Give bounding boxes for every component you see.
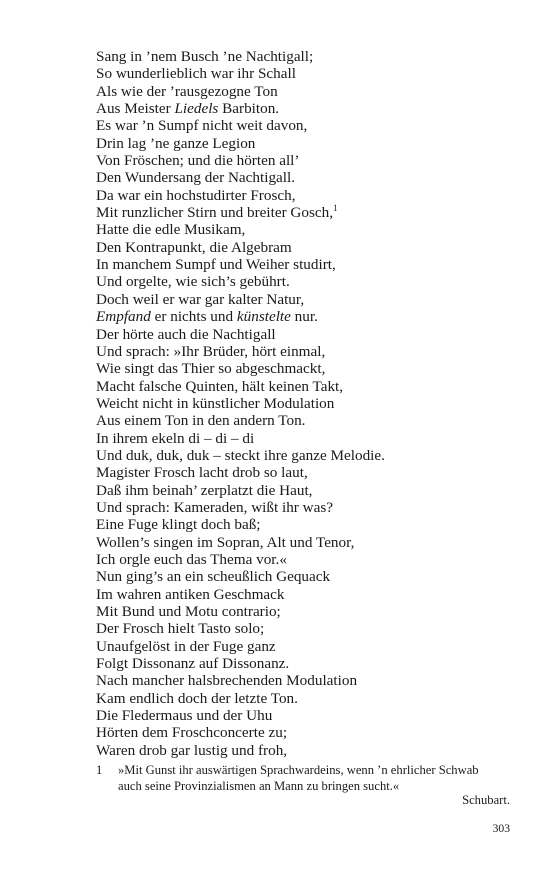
- poem-line: Unaufgelöst in der Fuge ganz: [96, 637, 276, 655]
- emphasis-text: künstelte: [236, 308, 291, 326]
- poem-line: Nun ging’s an ein scheußlich Gequack: [96, 568, 331, 586]
- emphasis-text: Liedels: [174, 100, 219, 118]
- poem-line: Hatte die edle Musikam,: [96, 221, 246, 239]
- poem-line: Doch weil er war gar kalter Natur,: [96, 290, 305, 308]
- poem-line: Hörten dem Froschconcerte zu;: [96, 724, 288, 742]
- poem-line: In ihrem ekeln di – di – di: [96, 429, 255, 447]
- poem-line: Es war ’n Sumpf nicht weit davon,: [96, 117, 308, 135]
- poem-line: Wollen’s singen im Sopran, Alt und Tenor,: [96, 533, 355, 551]
- poem-line: In manchem Sumpf und Weiher studirt,: [96, 256, 336, 274]
- footnote-number: 1: [96, 763, 103, 777]
- poem-line: Ich orgle euch das Thema vor.«: [96, 550, 287, 568]
- poem-line: [96, 100, 526, 117]
- emphasis-text: Empfand: [96, 308, 151, 326]
- poem-line: Wie singt das Thier so abgeschmackt,: [96, 360, 326, 378]
- poem-line: Als wie der ’rausgezogne Ton: [96, 82, 278, 100]
- footnote-author: Schubart.: [462, 793, 510, 807]
- poem-line: Waren drob gar lustig und froh,: [96, 741, 288, 759]
- poem-line: So wunderlieblich war ihr Schall: [96, 65, 296, 83]
- footnote-text: [118, 762, 510, 794]
- poem-line: Der Frosch hielt Tasto solo;: [96, 620, 265, 638]
- poem-line: Und orgelte, wie sich’s gebührt.: [96, 273, 290, 291]
- poem-line: [96, 308, 526, 325]
- poem-line: Den Wundersang der Nachtigall.: [96, 169, 296, 187]
- page-number: 303: [492, 822, 510, 835]
- poem-line: Nach mancher halsbrechenden Modulation: [96, 672, 358, 690]
- line-segment: er nichts und: [150, 308, 237, 326]
- poem-line: Macht falsche Quinten, hält keinen Takt,: [96, 377, 344, 395]
- line-segment: nur.: [290, 308, 318, 326]
- poem-line: Kam endlich doch der letzte Ton.: [96, 689, 298, 707]
- poem-line: Von Fröschen; und die hörten all’: [96, 152, 300, 170]
- poem-line: Die Fledermaus und der Uhu: [96, 707, 273, 725]
- poem-line: Im wahren antiken Geschmack: [96, 585, 285, 603]
- poem-line: Folgt Dissonanz auf Dissonanz.: [96, 655, 290, 673]
- poem-line: Den Kontrapunkt, die Algebram: [96, 238, 292, 256]
- footnote-marker: 1: [333, 203, 338, 214]
- footnote-line: auch seine Provinzialismen an Mann zu bringen sucht.«: [118, 779, 400, 793]
- line-segment: Mit runzlicher Stirn und breiter Gosch,: [96, 204, 334, 222]
- poem-line: Daß ihm beinah’ zerplatzt die Haut,: [96, 481, 313, 499]
- poem-line: Und duk, duk, duk – steckt ihre ganze Melodie.: [96, 446, 385, 464]
- poem-line: Sang in ’nem Busch ’ne Nachtigall;: [96, 48, 314, 65]
- poem-line: Und sprach: Kameraden, wißt ihr was?: [96, 498, 334, 516]
- poem-line: Mit Bund und Motu contrario;: [96, 603, 281, 620]
- footnote-line: »Mit Gunst ihr auswärtigen Sprachwardeins, wenn ’n ehrlicher Schwab: [118, 763, 479, 777]
- poem-line: Der hörte auch die Nachtigall: [96, 325, 276, 343]
- line-segment: Aus Meister: [96, 100, 175, 118]
- poem-line: Magister Frosch lacht drob so laut,: [96, 464, 308, 482]
- poem-line: Eine Fuge klingt doch baß;: [96, 516, 261, 534]
- poem-text: [96, 48, 526, 759]
- poem-line: Weicht nicht in künstlicher Modulation: [96, 394, 335, 412]
- poem-line: Drin lag ’ne ganze Legion: [96, 134, 256, 152]
- poem-line: Und sprach: »Ihr Brüder, hört einmal,: [96, 342, 326, 360]
- line-segment: Barbiton.: [218, 100, 280, 118]
- poem-line: [96, 204, 526, 221]
- poem-line: Da war ein hochstudirter Frosch,: [96, 186, 296, 204]
- poem-line: Aus einem Ton in den andern Ton.: [96, 412, 306, 430]
